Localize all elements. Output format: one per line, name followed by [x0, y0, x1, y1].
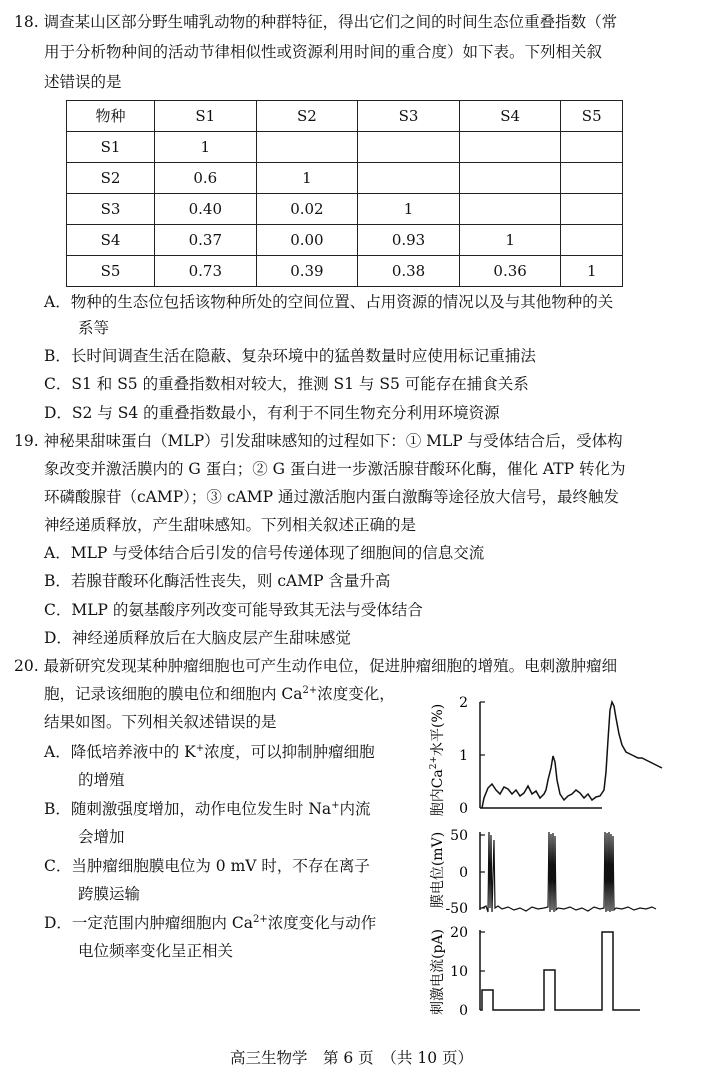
q18-stem-line-3: 述错误的是 — [44, 73, 122, 91]
q18-number: 18. — [14, 13, 39, 31]
ca-tick-2: 2 — [459, 695, 468, 711]
stim-tick-10: 10 — [450, 964, 468, 980]
table-cell — [459, 132, 561, 163]
q18-stem-line-1: 18. 调查某山区部分野生哺乳动物的种群特征，得出它们之间的时间生态位重叠指数（常 — [14, 13, 618, 31]
page-footer: 高三生物学 第 6 页 （共 10 页） — [229, 1049, 474, 1067]
table-row — [67, 132, 623, 163]
q20-stem-line-3: 结果如图。下列相关叙述错误的是 — [44, 713, 277, 731]
table-header-row — [67, 101, 623, 132]
table-cell: 0.93 — [358, 225, 460, 256]
table-cell — [358, 132, 460, 163]
q20-option-a: A．降低培养液中的 K+浓度，可以抑制肿瘤细胞 — [44, 742, 375, 761]
table-header: S1 — [155, 101, 257, 132]
q19-option-d: D．神经递质释放后在大脑皮层产生甜味感觉 — [44, 629, 351, 647]
membrane-panel — [429, 828, 656, 917]
mem-tick-neg50: -50 — [445, 901, 468, 917]
ca-tick-0: 0 — [459, 801, 468, 817]
table-row — [67, 225, 623, 256]
q19-stem-line-3: 环磷酸腺苷（cAMP）；③ cAMP 通过激活胞内蛋白激酶等途径放大信号，最终触发 — [44, 488, 619, 506]
q19-stem-line-2: 象改变并激活膜内的 G 蛋白；② G 蛋白进一步激活腺苷酸环化酶，催化 ATP 转化为 — [44, 460, 626, 478]
table-header: S2 — [256, 101, 358, 132]
q20-figure — [420, 690, 690, 1030]
stim-axis-label: 刺激电流(pA) — [430, 929, 446, 1015]
table-header: S3 — [358, 101, 460, 132]
table-header: 物种 — [67, 101, 155, 132]
q18-option-a: A．物种的生态位包括该物种所处的空间位置、占用资源的情况以及与其他物种的关 — [44, 293, 614, 311]
table-cell: 0.38 — [358, 256, 460, 287]
ca-trace — [482, 702, 662, 808]
ca-tick-1: 1 — [459, 748, 468, 764]
ca-axis-label: 胞内$Ca^{2+}$水平(%) — [429, 703, 446, 817]
table-row — [67, 256, 623, 287]
stim-tick-20: 20 — [450, 925, 468, 941]
table-cell: S2 — [67, 163, 155, 194]
table-cell: 1 — [561, 256, 623, 287]
table-cell — [561, 225, 623, 256]
q19-option-c: C．MLP 的氨基酸序列改变可能导致其无法与受体结合 — [44, 601, 423, 619]
q20-option-d: D．一定范围内肿瘤细胞内 $Ca^{2+}$浓度变化与动作 — [44, 913, 377, 932]
q20-option-d-cont: 电位频率变化呈正相关 — [78, 942, 234, 960]
q18-option-a-cont: 系等 — [78, 319, 110, 337]
table-cell: 1 — [256, 163, 358, 194]
table-header: S5 — [561, 101, 623, 132]
q20-option-a-cont: 的增殖 — [78, 771, 125, 789]
table-cell: S3 — [67, 194, 155, 225]
mem-tick-0: 0 — [459, 865, 468, 881]
ca-panel — [429, 695, 662, 817]
table-header: S4 — [459, 101, 561, 132]
q20-option-b: B．随刺激强度增加，动作电位发生时 Na+内流 — [44, 799, 371, 818]
stimulus-trace — [480, 932, 640, 1010]
table-cell: S4 — [67, 225, 155, 256]
q19-stem-line-1: 19. 神秘果甜味蛋白（MLP）引发甜味感知的过程如下：① MLP 与受体结合后，受体构 — [14, 432, 623, 450]
table-cell — [358, 163, 460, 194]
table-cell: 0.40 — [155, 194, 257, 225]
q20-number: 20. — [14, 657, 39, 675]
stim-tick-0: 0 — [459, 1003, 468, 1019]
q20-stem-line-2: 胞，记录该细胞的膜电位和细胞内 $Ca^{2+}$浓度变化， — [44, 684, 395, 703]
q20-option-b-cont: 会增加 — [78, 828, 125, 846]
mem-tick-50: 50 — [450, 828, 468, 844]
table-cell: S1 — [67, 132, 155, 163]
q20-stem-line-1: 20. 最新研究发现某种肿瘤细胞也可产生动作电位，促进肿瘤细胞的增殖。电刺激肿瘤细 — [14, 657, 618, 675]
q18-option-b: B．长时间调查生活在隐蔽、复杂环境中的猛兽数量时应使用标记重捕法 — [44, 347, 536, 365]
q19-number: 19. — [14, 432, 39, 450]
q18-stem-line-2: 用于分析物种间的活动节律相似性或资源利用时间的重合度）如下表。下列相关叙 — [44, 43, 603, 61]
table-cell: 0.39 — [256, 256, 358, 287]
q19-stem-line-4: 神经递质释放，产生甜味感知。下列相关叙述正确的是 — [44, 516, 417, 534]
table-cell: 0.73 — [155, 256, 257, 287]
table-cell: 0.37 — [155, 225, 257, 256]
table-cell: S5 — [67, 256, 155, 287]
table-cell — [561, 132, 623, 163]
q18-option-c: C．S1 和 S5 的重叠指数相对较大，推测 S1 与 S5 可能存在捕食关系 — [44, 375, 529, 393]
table-row — [67, 163, 623, 194]
mem-axis-label: 膜电位(mV) — [430, 831, 446, 909]
q19-option-b: B．若腺苷酸环化酶活性丧失，则 cAMP 含量升高 — [44, 572, 391, 590]
table-cell — [459, 163, 561, 194]
overlap-index-table — [66, 100, 623, 287]
table-cell — [459, 194, 561, 225]
stimulus-panel — [429, 925, 640, 1019]
table-cell: 1 — [459, 225, 561, 256]
table-cell: 0.36 — [459, 256, 561, 287]
q18-option-d: D．S2 与 S4 的重叠指数最小，有利于不同生物充分利用环境资源 — [44, 404, 500, 422]
q20-option-c-cont: 跨膜运输 — [78, 885, 141, 903]
table-cell — [256, 132, 358, 163]
table-cell: 0.6 — [155, 163, 257, 194]
table-cell: 1 — [358, 194, 460, 225]
table-row — [67, 194, 623, 225]
q19-option-a: A．MLP 与受体结合后引发的信号传递体现了细胞间的信息交流 — [44, 544, 485, 562]
table-cell — [561, 194, 623, 225]
table-cell: 0.02 — [256, 194, 358, 225]
table-cell — [561, 163, 623, 194]
q20-option-c: C．当肿瘤细胞膜电位为 0 mV 时，不存在离子 — [44, 857, 370, 875]
table-cell: 1 — [155, 132, 257, 163]
membrane-trace — [482, 832, 656, 912]
table-cell: 0.00 — [256, 225, 358, 256]
